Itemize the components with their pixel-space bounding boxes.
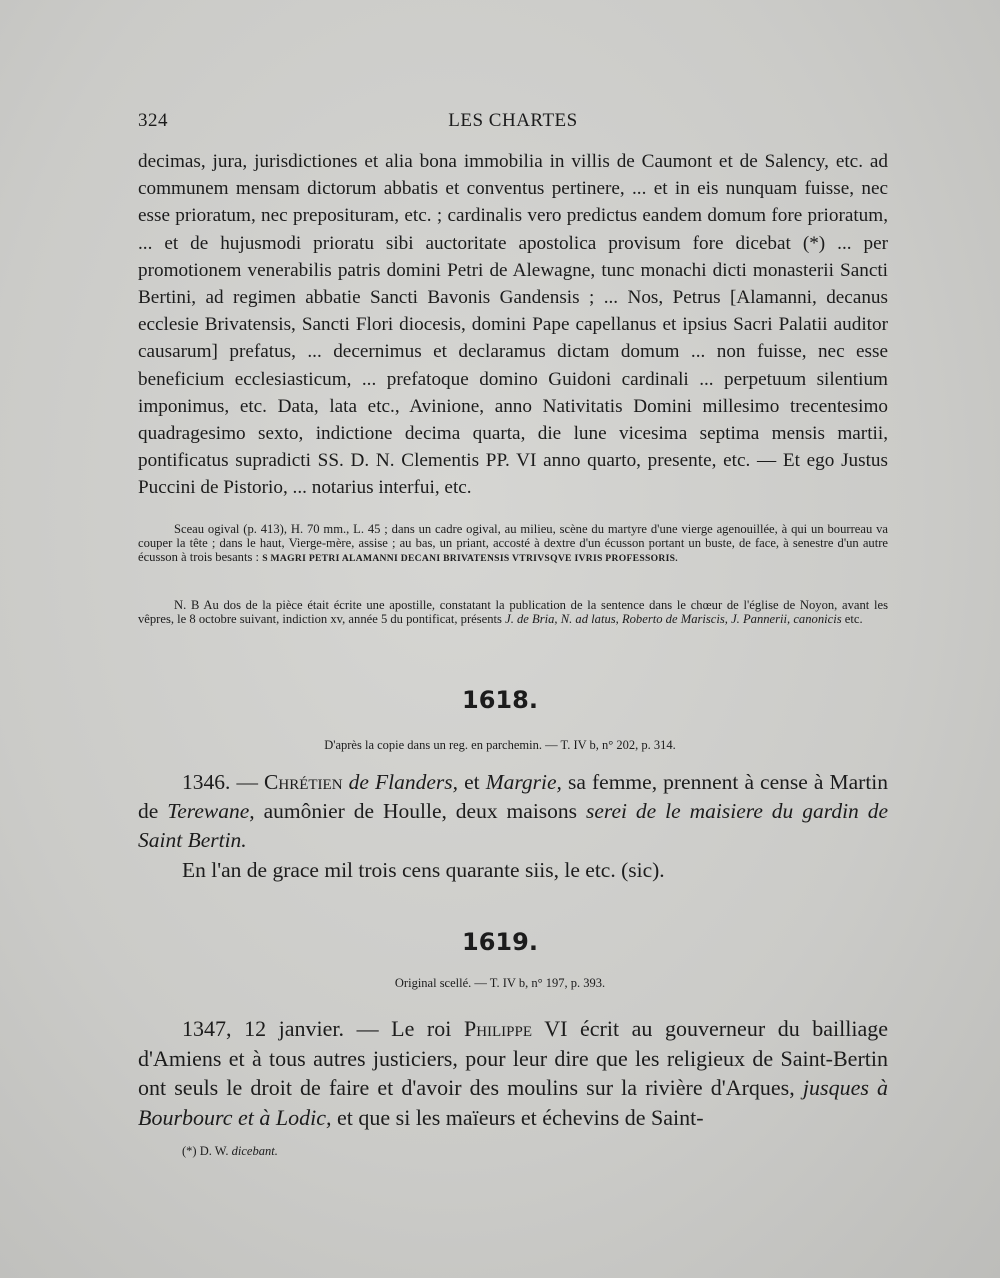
charter-date: 1346. — xyxy=(182,770,258,794)
charter-number-1618: 1618. xyxy=(462,686,538,714)
nota-bene-suffix: etc. xyxy=(844,612,863,627)
seal-text: Sceau ogival (p. 413), H. 70 mm., L. 45 ; dans un cadre ogival, au milieu, scène du martyre d'une vierge agenouillée, à qui un bourreau va couper la tête ; dans le haut, Vierge-mère, assise ; au bas, un priant, accosté à dextre d'un écusson portant un buste, de face, à senestre d'un autre écusson à trois besants : xyxy=(138,522,888,565)
king-name: Philippe xyxy=(463,1016,533,1041)
charter-source-1619: Original scellé. — T. IV b, n° 197, p. 393. xyxy=(394,976,606,990)
place-name: serei de le maisiere du gardin de Saint Bertin. xyxy=(138,799,889,852)
page-number: 324 xyxy=(138,110,168,131)
person-name: Chrétien xyxy=(264,770,343,794)
running-title: LES CHARTES xyxy=(448,110,578,131)
charter-closing-1618: En l'an de grace mil trois cens quarante siis, le etc. (sic). xyxy=(182,858,665,882)
latin-continuation xyxy=(138,148,888,502)
seal-legend: S MAGRI PETRI ALAMANNI DECANI BRIVATENSIS VTRIVSQVE IVRIS PROFESSORIS. xyxy=(262,553,678,565)
place-name: Terewane, xyxy=(167,799,255,823)
footnote xyxy=(182,1144,278,1159)
charter-source-1618: D'après la copie dans un reg. en parchemin. — T. IV b, n° 202, p. 314. xyxy=(324,738,676,752)
latin-paragraph: decimas, jura, jurisdictiones et alia bona immobilia in villis de Caumont et de Salency, etc. ad communem mensam dictorum abbatis et conventus pertinere, ... et in eis nunquam fuisse, nec esse prioratum, nec preposituram, etc. ; cardinalis vero predictus eandem domum fore prioratum, ... et de hujusmodi prioratu sibi auctoritate apostolica provisum fore dicebat (*) ... per promotionem venerabilis patris domini Petri de Alewagne, tunc monachi dicti monasterii Sancti Bertini, ad regimen abbatie Sancti Bavonis Gandensis ; ... Nos, Petrus [Alamanni, decanus ecclesie Brivatensis, Sancti Flori diocesis, domini Pape capellanus et ipsius Sacri Palatii auditor causarum] prefatus, ... decernimus et declaramus dictam domum ... non fuisse, nec esse beneficium ecclesiasticum, ... prefatoque domino Guidoni cardinali ... perpetuum silentium imponimus, etc. Data, lata etc., Avinione, anno Nativitatis Domini millesimo trecentesimo quadragesimo sexto, indictione decima quarta, die lune vicesima septima mensis martii, pontificatus supradicti SS. D. N. Clementis PP. VI anno quarto, presente, etc. — Et ego Justus Puccini de Pistorio, ... notarius interfui, etc. xyxy=(138,151,888,499)
seal-description xyxy=(138,522,888,567)
charter-summary-1618: 1346. — Chrétien de Flanders, et Margrie, sa femme, prennent à cense à Martin de Terewane, aumônier de Houlle, deux maisons serei de le maisiere du gardin de Saint Bertin. xyxy=(138,770,889,852)
person-surname: de Flanders, xyxy=(348,770,458,794)
running-header xyxy=(138,110,888,136)
charter-summary-1619: 1347, 12 janvier. — Le roi Philippe VI écrit au gouverneur du bailliage d'Amiens et à tous autres justiciers, pour leur dire que les religieux de Saint-Bertin ont seuls le droit de faire et d'avoir des moulins sur la rivière d'Arques, jusques à Bourbourc et à Lodic, et que si les maïeurs et échevins de Saint- xyxy=(138,1016,889,1130)
charter-date: 1347, 12 janvier. — xyxy=(182,1016,379,1041)
place-name: jusques à Bourbourc et à Lodic, xyxy=(138,1075,889,1130)
person-name: Margrie, xyxy=(485,770,562,794)
nota-bene-names: J. de Bria, N. ad latus, Roberto de Mariscis, J. Pannerii, canonicis xyxy=(505,612,842,627)
nota-bene-prefix: N. B xyxy=(174,598,200,612)
footnote-mark: (*) D. W. xyxy=(182,1144,229,1158)
charter-number-1619: 1619. xyxy=(462,928,538,956)
nota-bene-text: Au dos de la pièce était écrite une apostille, constatant la publication de la sentence dans le chœur de l'église de Noyon, avant les vêpres, le 8 octobre suivant, indiction xv, année 5 du pontificat, présents xyxy=(138,598,888,627)
nota-bene xyxy=(138,598,888,626)
footnote-word: dicebant. xyxy=(231,1144,278,1158)
